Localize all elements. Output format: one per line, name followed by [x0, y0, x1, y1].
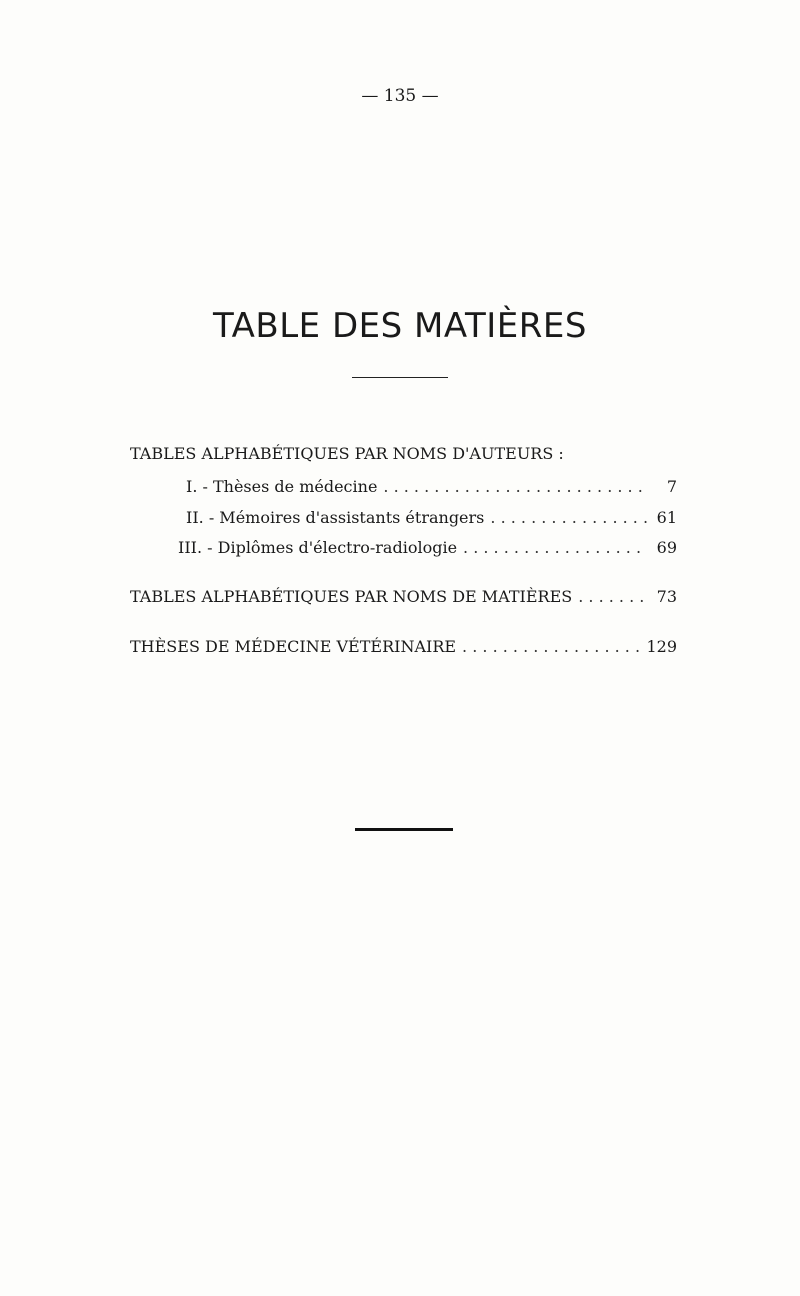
dot-leader — [463, 538, 647, 557]
title-divider — [352, 377, 448, 378]
toc-entry-label: I. - Thèses de médecine — [186, 477, 378, 496]
toc-entry-label: THÈSES DE MÉDECINE VÉTÉRINAIRE — [130, 637, 457, 656]
toc-entry[interactable] — [186, 477, 677, 496]
dot-leader — [578, 587, 647, 606]
toc-entry-label: II. - Mémoires d'assistants étrangers — [186, 508, 485, 527]
toc-entry-subjects[interactable] — [130, 587, 677, 606]
dot-leader — [490, 508, 647, 527]
toc-entry[interactable] — [178, 538, 677, 557]
toc-entry-label: TABLES ALPHABÉTIQUES PAR NOMS DE MATIÈRES — [130, 587, 573, 606]
toc-entry-page: 129 — [646, 637, 677, 656]
page-number: — 135 — — [361, 86, 439, 106]
toc-entry-page: 7 — [666, 477, 677, 496]
dot-leader — [383, 477, 647, 496]
toc-entry[interactable] — [186, 508, 677, 527]
toc-entry-veterinary[interactable] — [130, 637, 677, 656]
toc-entry-page: 69 — [656, 538, 677, 557]
dot-leader — [462, 637, 640, 656]
toc-entry-page: 61 — [656, 508, 677, 527]
toc-entry-page: 73 — [656, 587, 677, 606]
toc-entry-label: III. - Diplômes d'électro-radiologie — [178, 538, 458, 557]
section-heading-authors: TABLES ALPHABÉTIQUES PAR NOMS D'AUTEURS : — [130, 444, 564, 463]
page-title: TABLE DES MATIÈRES — [213, 306, 587, 346]
end-divider — [355, 828, 453, 831]
